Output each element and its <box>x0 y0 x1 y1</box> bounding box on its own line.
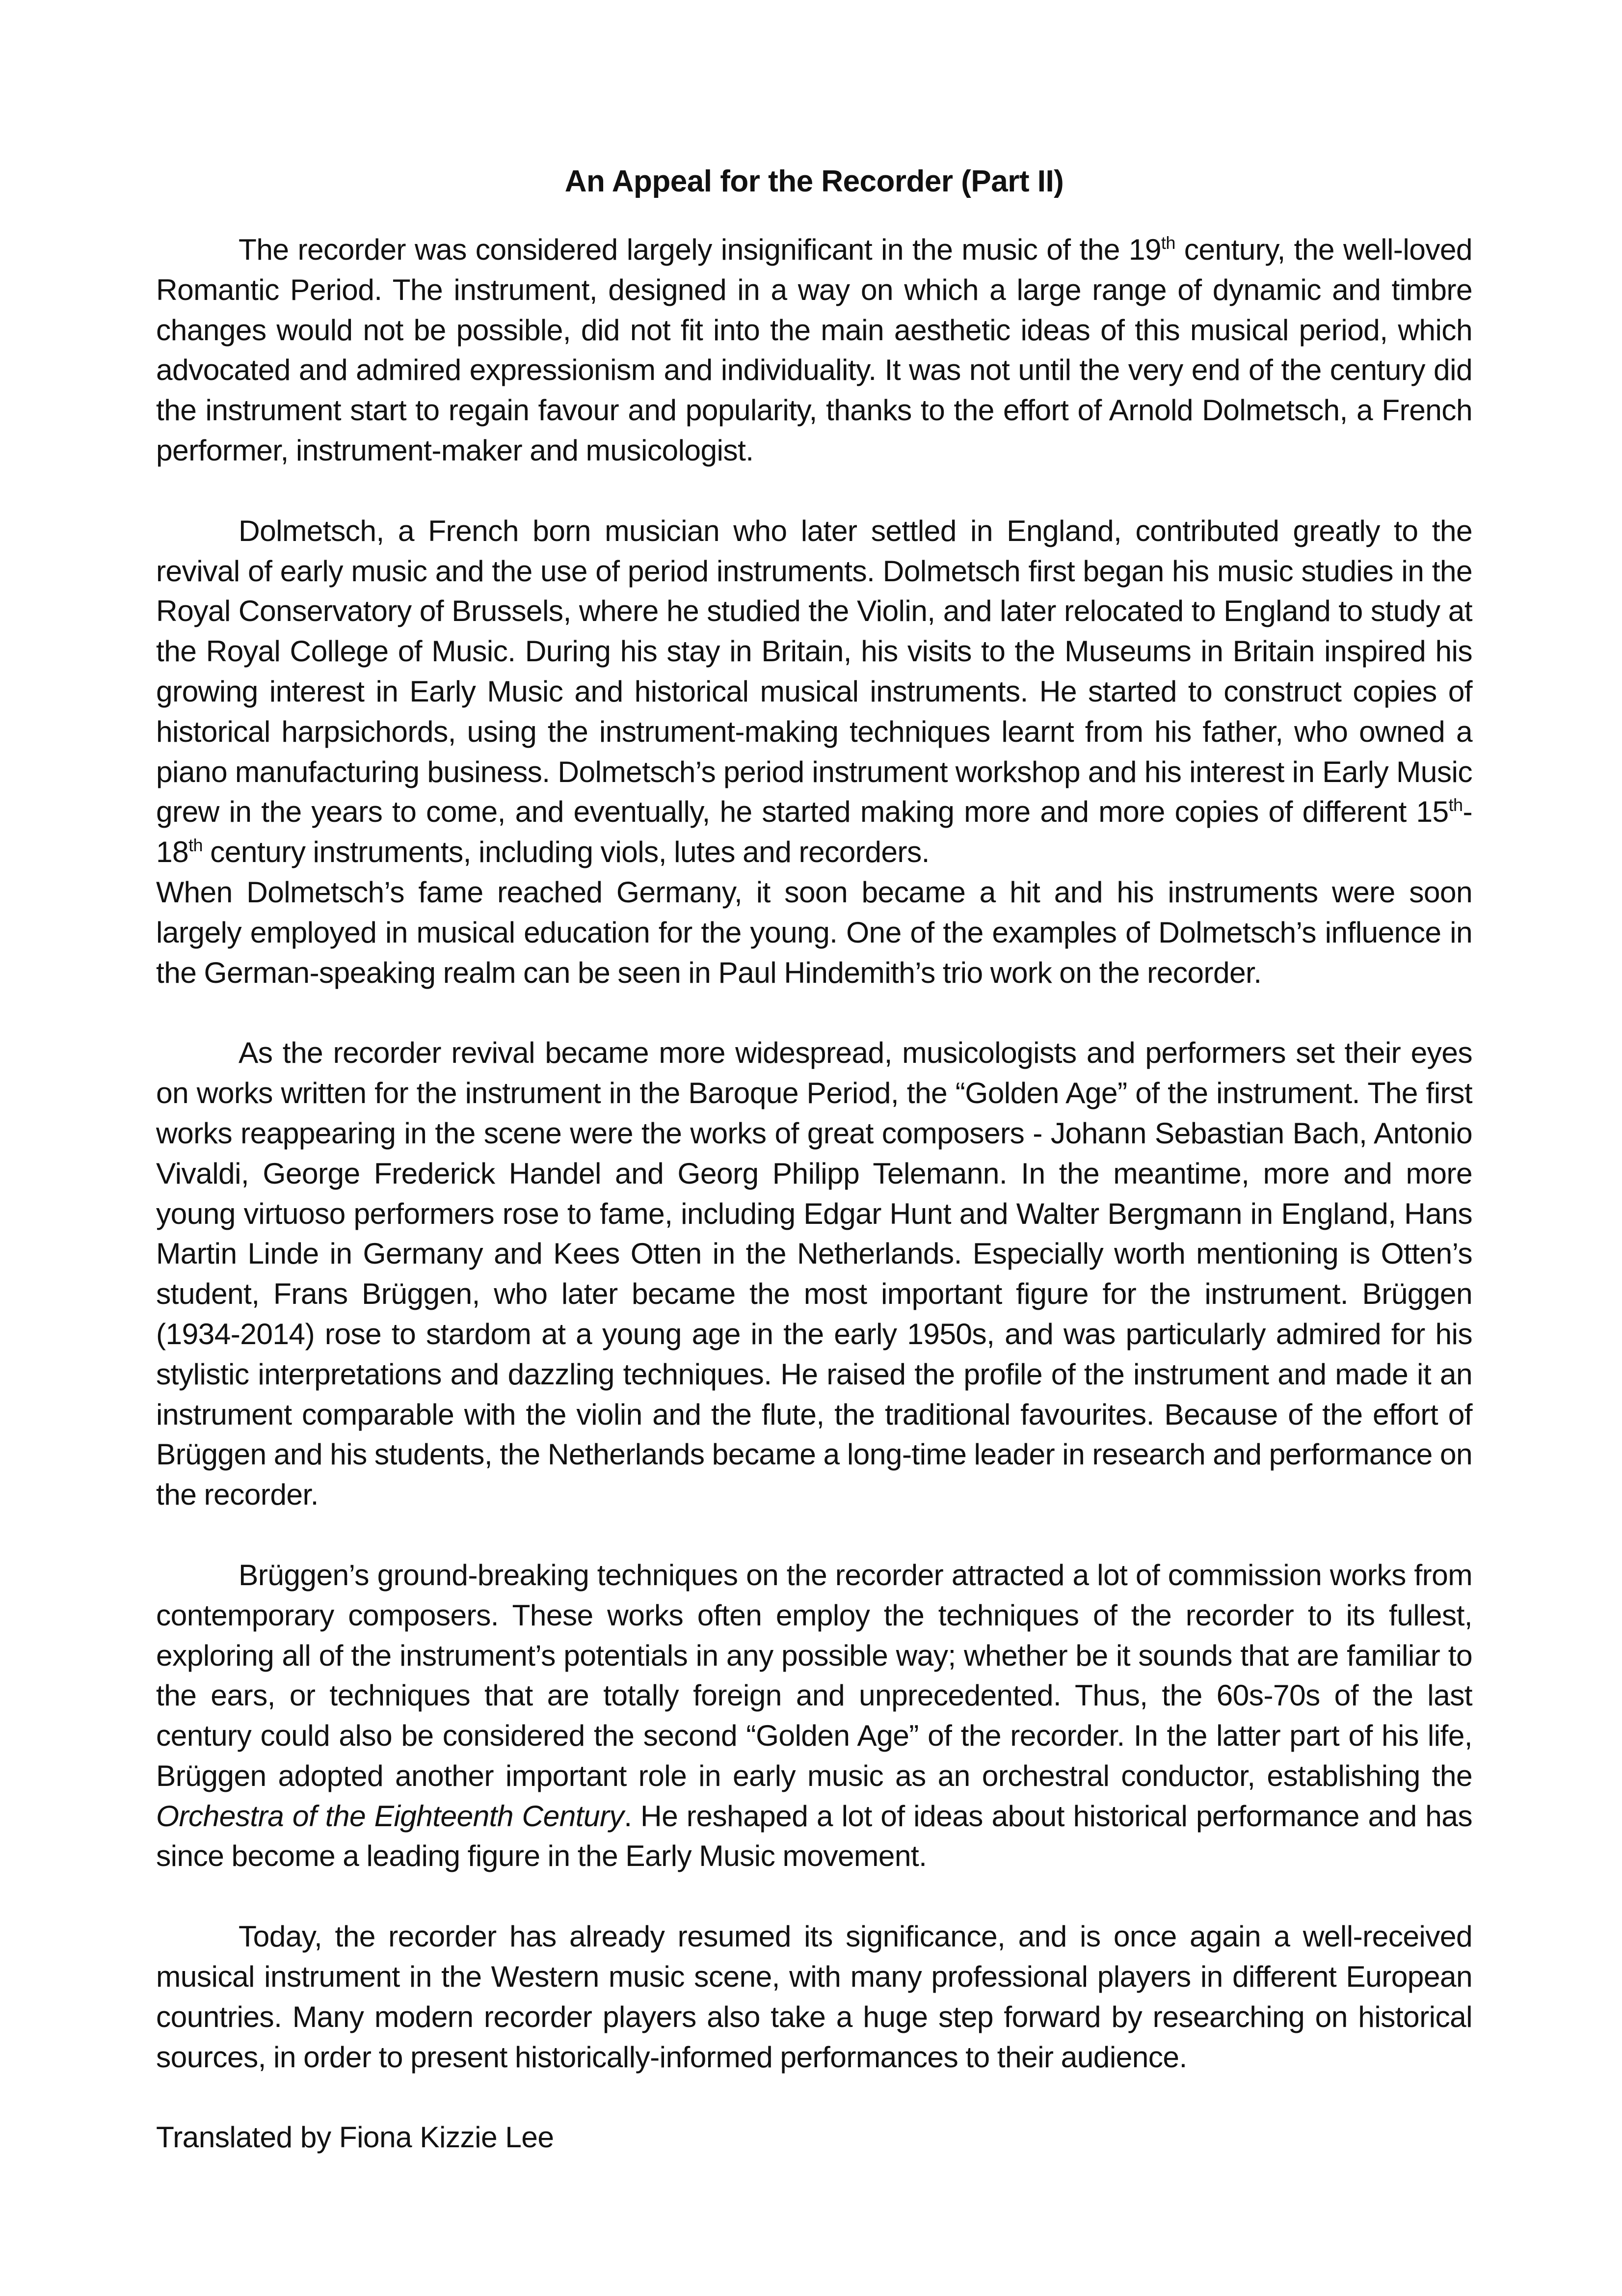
paragraph-2-text-mid: -18 <box>156 795 1472 869</box>
paragraph-3: As the recorder revival became more widespread, musicologists and performers set their eyes on works written for the instrument in the Baroque Period, the “Golden Age” of the instrument. The first works reappearing in the scene were the works of great composers - Johann Sebastian Bach, Antonio Vivaldi, George Frederick Handel and Georg Philipp Telemann. In the meantime, more and more young virtuoso performers rose to fame, including Edgar Hunt and Walter Bergmann in England, Hans Martin Linde in Germany and Kees Otten in the Netherlands. Especially worth mentioning is Otten’s student, Frans Brüggen, who later became the most important figure for the instrument. Brüggen (1934-2014) rose to stardom at a young age in the early 1950s, and was particularly admired for his stylistic interpretations and dazzling techniques. He raised the profile of the instrument and made it an instrument comparable with the violin and the flute, the traditional favourites. Because of the effort of Brüggen and his students, the Netherlands became a long-time leader in research and performance on the recorder. <box>156 1036 1472 1512</box>
paragraph-4-text-a: Brüggen’s ground-breaking techniques on the recorder attracted a lot of commission works from contemporary composers. These works often employ the techniques of the recorder to its fullest, exploring all of the instrument’s potentials in any possible way; whether be it sounds that are familiar to the ears, or techniques that are totally foreign and unprecedented. Thus, the 60s-70s of the last century could also be considered the second “Golden Age” of the recorder. In the latter part of his life, Brüggen adopted another important role in early music as an orchestral conductor, establishing the <box>156 1558 1472 1792</box>
translator-credit: Translated by Fiona Kizzie Lee <box>156 2120 554 2154</box>
orchestra-name: Orchestra of the Eighteenth Century <box>156 1799 624 1833</box>
document-title: An Appeal for the Recorder (Part II) <box>564 164 1064 198</box>
paragraph-1-superscript: th <box>1161 233 1175 253</box>
paragraph-2 <box>156 511 1472 872</box>
paragraph-4-text-b: . He reshaped a lot of ideas about historical performance and has since become a leading figure in the Early Music movement. <box>156 1799 1472 1873</box>
document-page <box>156 162 1472 2158</box>
paragraph-2b: When Dolmetsch’s fame reached Germany, it soon became a hit and his instruments were soon largely employed in musical education for the young. One of the examples of Dolmetsch’s influence in the German-speaking realm can be seen in Paul Hindemith’s trio work on the recorder. <box>156 875 1472 989</box>
paragraph-1 <box>156 230 1472 471</box>
paragraph-2-text-a: Dolmetsch, a French born musician who later settled in England, contributed greatly to the revival of early music and the use of period instruments. Dolmetsch first began his music studies in the Royal Conservatory of Brussels, where he studied the Violin, and later relocated to England to study at the Royal College of Music. During his stay in Britain, his visits to the Museums in Britain inspired his growing interest in Early Music and historical musical instruments. He started to construct copies of historical harpsichords, using the instrument-making techniques learnt from his father, who owned a piano manufacturing business. Dolmetsch’s period instrument workshop and his interest in Early Music grew in the years to come, and eventually, he started making more and more copies of different 15 <box>156 513 1472 829</box>
paragraph-4 <box>156 1555 1472 1876</box>
paragraph-2-superscript-1: th <box>1448 795 1463 815</box>
paragraph-2-text-b: century instruments, including viols, lutes and recorders. <box>202 835 930 869</box>
paragraph-1-text-b: century, the well-loved Romantic Period. The instrument, designed in a way on which a large range of dynamic and timbre changes would not be possible, did not fit into the main aesthetic ideas of this musical period, which advocated and admired expressionism and individuality. It was not until the very end of the century did the instrument start to regain favour and popularity, thanks to the effort of Arnold Dolmetsch, a French performer, instrument-maker and musicologist. <box>156 233 1472 467</box>
paragraph-2-superscript-2: th <box>188 835 203 856</box>
paragraph-5: Today, the recorder has already resumed its significance, and is once again a well-received musical instrument in the Western music scene, with many professional players in different European countries. Many modern recorder players also take a huge step forward by researching on historical sources, in order to present historically-informed performances to their audience. <box>156 1919 1472 2074</box>
paragraph-1-text-a: The recorder was considered largely insignificant in the music of the 19 <box>239 233 1161 266</box>
